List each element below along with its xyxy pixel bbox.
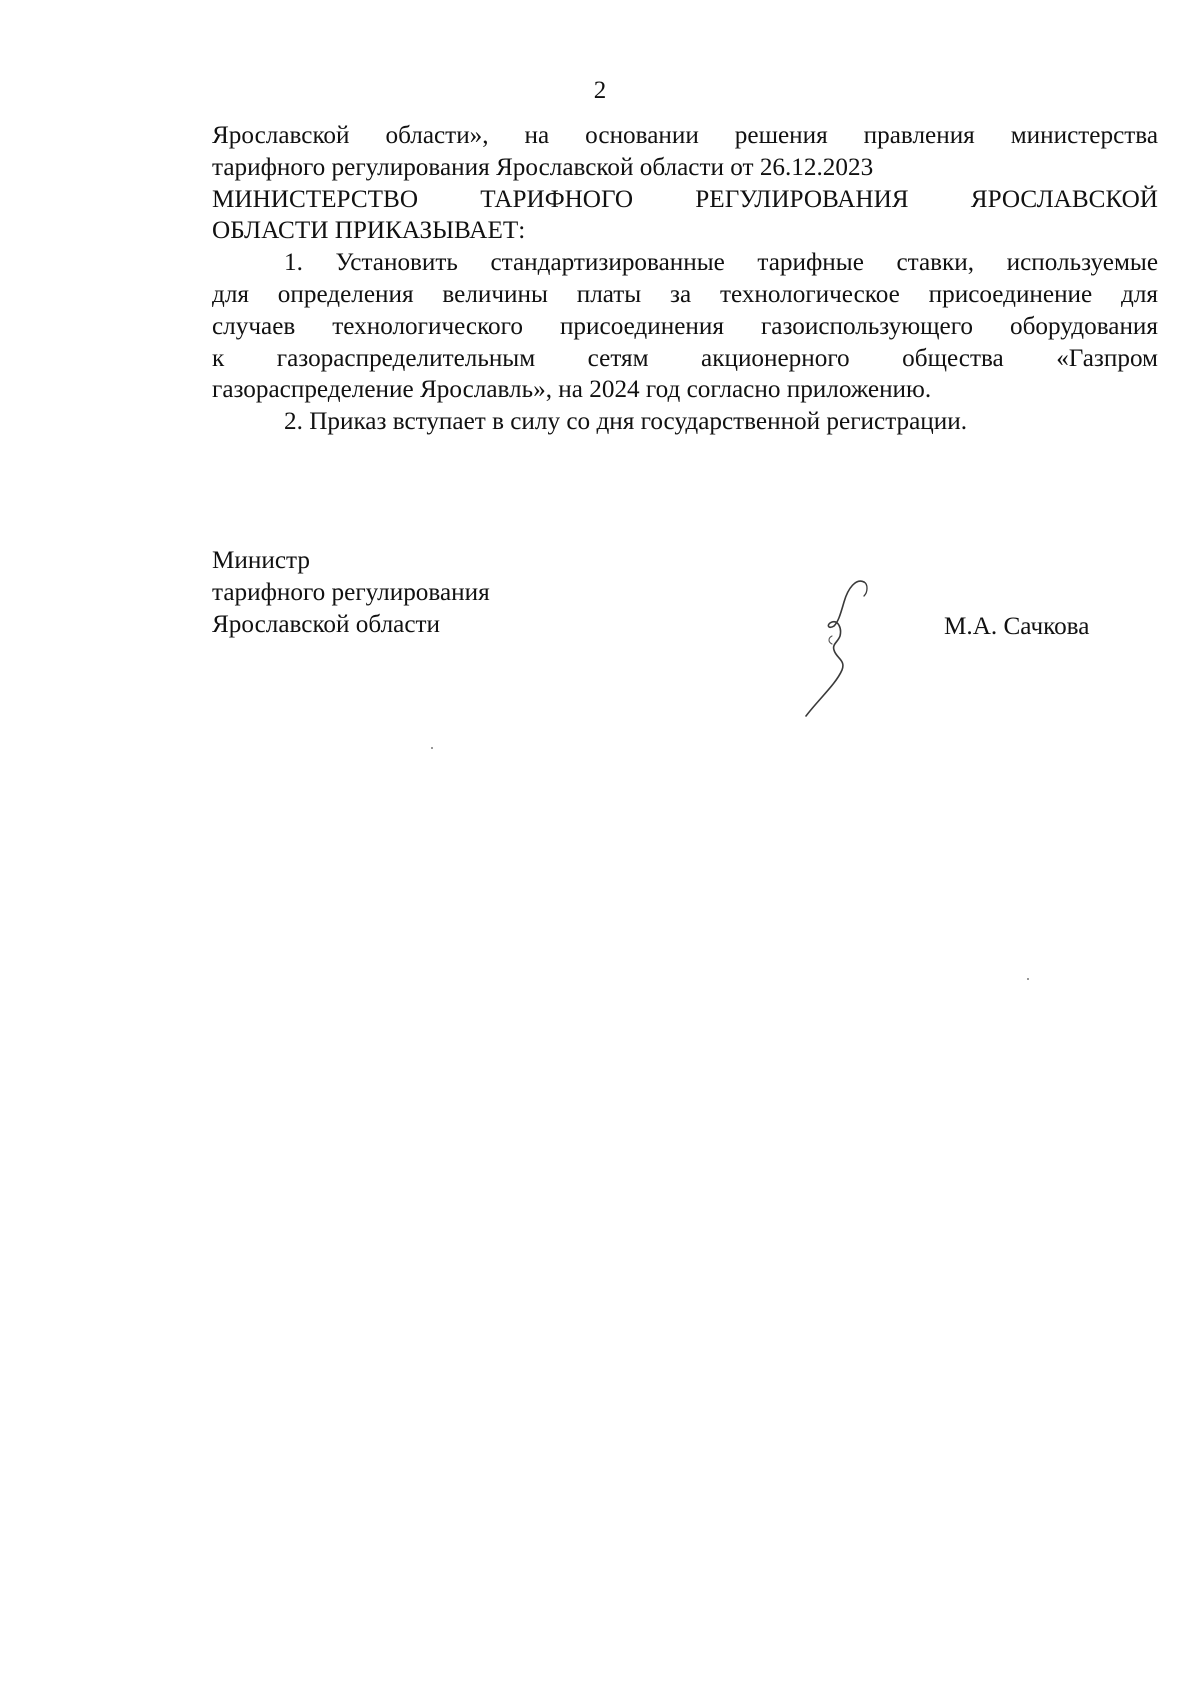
position-line: тарифного регулирования bbox=[212, 579, 490, 606]
item-2-paragraph bbox=[212, 406, 1158, 438]
intro-line: тарифного регулирования Ярославской области от 26.12.2023 bbox=[212, 153, 874, 181]
order-heading bbox=[212, 184, 1158, 248]
position-line: Ярославской области bbox=[212, 611, 440, 638]
item-1-line: газораспределение Ярославль», на 2024 год согласно приложению. bbox=[212, 376, 932, 404]
item-1-line: к газораспределительным сетям акционерного общества «Газпром bbox=[212, 344, 1158, 372]
item-1-line: случаев технологического присоединения газоиспользующего оборудования bbox=[212, 312, 1158, 340]
scan-speck bbox=[431, 747, 433, 749]
signer-name: М.А. Сачкова bbox=[944, 613, 1090, 640]
item-1-paragraph bbox=[212, 247, 1158, 406]
order-line: МИНИСТЕРСТВО ТАРИФНОГО РЕГУЛИРОВАНИЯ ЯРОСЛАВСКОЙ bbox=[212, 185, 1158, 213]
page-number: 2 bbox=[593, 77, 607, 104]
item-2-line: 2. Приказ вступает в силу со дня государственной регистрации. bbox=[284, 408, 968, 436]
intro-paragraph bbox=[212, 120, 1158, 184]
intro-line: Ярославской области», на основании решения правления министерства bbox=[212, 122, 1158, 149]
document-body bbox=[212, 120, 1158, 438]
scan-speck bbox=[1027, 978, 1029, 980]
item-1-line: для определения величины платы за технологическое присоединение для bbox=[212, 280, 1158, 308]
position-line: Министр bbox=[212, 547, 310, 574]
item-1-line: 1. Установить стандартизированные тарифные ставки, используемые bbox=[284, 249, 1158, 277]
handwritten-signature-icon bbox=[798, 578, 888, 718]
order-line: ОБЛАСТИ ПРИКАЗЫВАЕТ: bbox=[212, 217, 526, 245]
signatory-position bbox=[212, 545, 490, 641]
